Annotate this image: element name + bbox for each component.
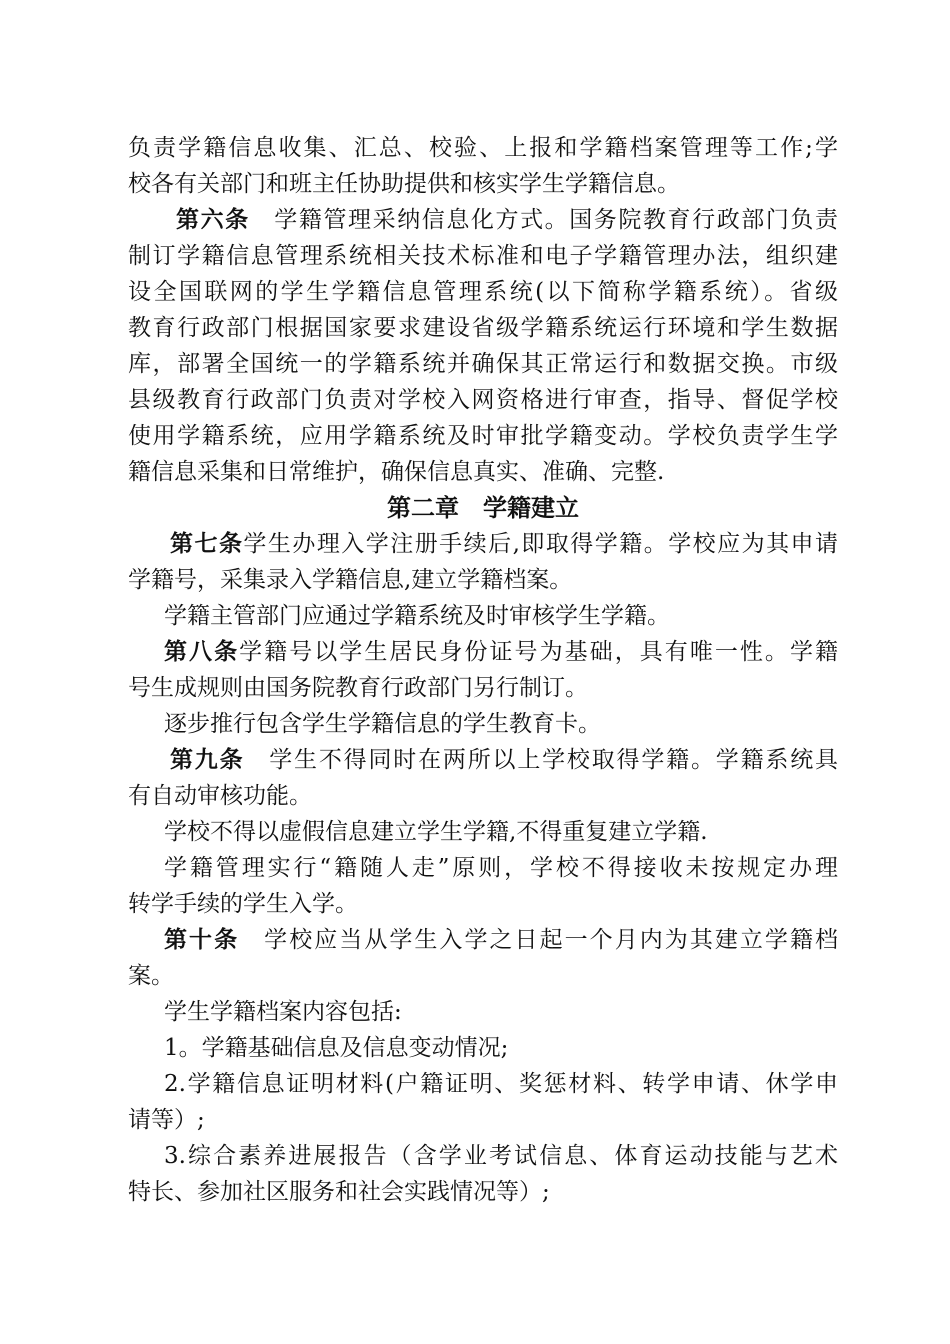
text-line: 学籍主管部门应通过学籍系统及时审核学生学籍。: [164, 603, 670, 629]
article-7-heading: 第七条: [170, 530, 244, 557]
article-8-heading: 第八条: [164, 638, 240, 665]
article-6-heading: 第六条: [176, 206, 250, 233]
article-10-line: 第十条 学校应当从学生入学之日起一个月内为其建立学籍档: [164, 926, 838, 953]
article-6-line: 第六条 学籍管理采纳信息化方式。国务院教育行政部门负责: [176, 206, 838, 233]
text-line: 学校不得以虚假信息建立学生学籍,不得重复建立学籍.: [164, 819, 708, 845]
article-9-heading: 第九条: [170, 746, 245, 773]
text-line: 逐步推行包含学生学籍信息的学生教育卡。: [164, 711, 601, 737]
article-10-heading: 第十条: [164, 926, 240, 953]
list-item: 2.学籍信息证明材料(户籍证明、奖惩材料、转学申请、休学申: [164, 1071, 838, 1097]
text-line: 学籍管理实行“籍随人走”原则，学校不得接收未按规定办理: [164, 855, 838, 881]
text-line: 使用学籍系统，应用学籍系统及时审批学籍变动。学校负责学生学: [128, 423, 838, 449]
text-line: 请等）;: [128, 1107, 205, 1133]
text-line: 学生学籍档案内容包括:: [164, 999, 402, 1025]
text-line: 校各有关部门和班主任协助提供和核实学生学籍信息。: [128, 171, 680, 197]
text-line: 制订学籍信息管理系统相关技术标准和电子学籍管理办法，组织建: [128, 243, 838, 269]
text-line: 籍信息采集和日常维护，确保信息真实、准确、完整.: [128, 459, 665, 485]
text-line: 负责学籍信息收集、汇总、校验、上报和学籍档案管理等工作;学: [128, 135, 838, 161]
text-line: 号生成规则由国务院教育行政部门另行制订。: [128, 675, 588, 701]
article-9-line: 第九条 学生不得同时在两所以上学校取得学籍。学籍系统具: [170, 746, 838, 773]
text-line: 教育行政部门根据国家要求建设省级学籍系统运行环境和学生数据: [128, 315, 838, 341]
article-8-line: 第八条学籍号以学生居民身份证号为基础，具有唯一性。学籍: [164, 638, 838, 665]
text-line: 设全国联网的学生学籍信息管理系统(以下简称学籍系统）。省级: [128, 279, 838, 305]
text-line: 有自动审核功能。: [128, 783, 312, 809]
text-line: 学籍号，采集录入学籍信息,建立学籍档案。: [128, 567, 573, 593]
text-line: 库，部署全国统一的学籍系统并确保其正常运行和数据交换。市级: [128, 351, 838, 377]
text-line: 案。: [128, 963, 174, 989]
article-7-line: 第七条学生办理入学注册手续后,即取得学籍。学校应为其申请: [170, 530, 838, 557]
list-item: 3.综合素养进展报告（含学业考试信息、体育运动技能与艺术: [164, 1143, 838, 1169]
text-line: 县级教育行政部门负责对学校入网资格进行审查，指导、督促学校: [128, 387, 838, 413]
text-line: 特长、参加社区服务和社会实践情况等）;: [128, 1179, 550, 1205]
chapter-heading: 第二章 学籍建立: [387, 493, 579, 522]
text-line: 转学手续的学生入学。: [128, 891, 358, 917]
list-item: 1。学籍基础信息及信息变动情况;: [164, 1035, 509, 1061]
